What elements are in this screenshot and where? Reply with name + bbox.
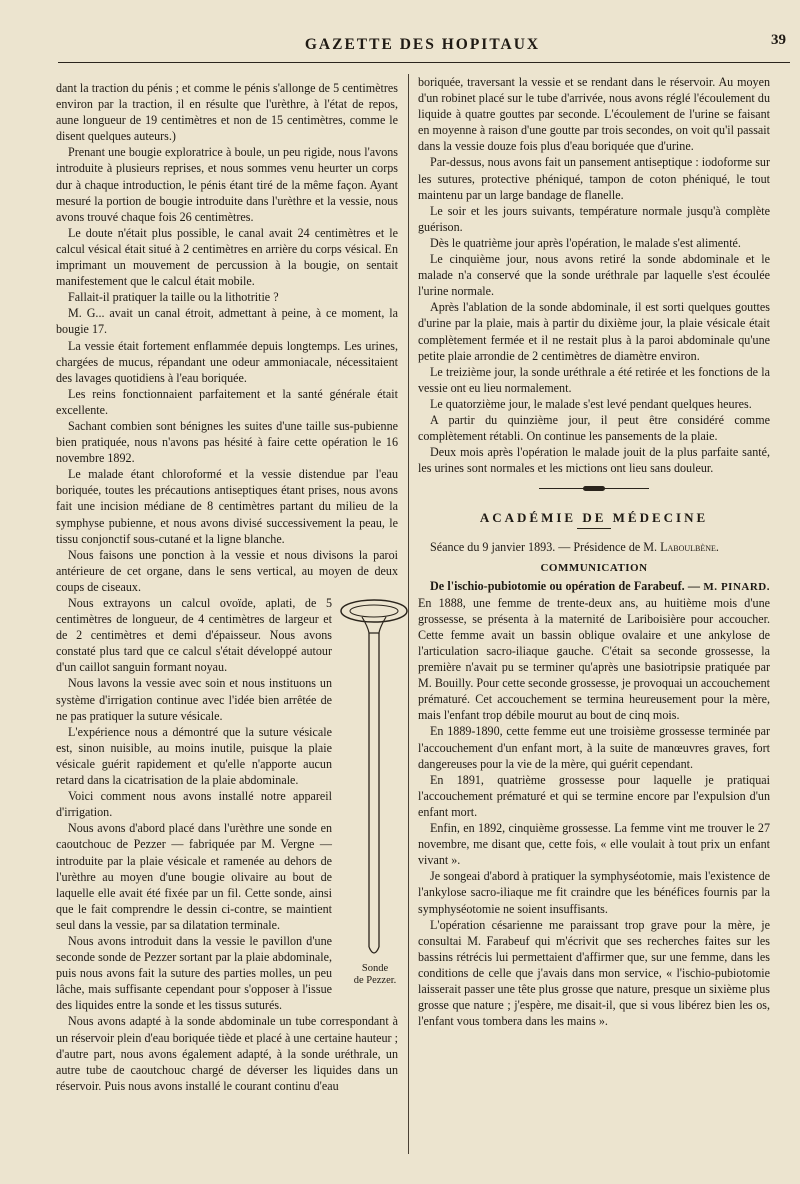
paragraph: Sachant combien sont bénignes les suites d'une taille sus-pubienne bien pratiquée, nous n'avons pas hésité à faire cette opération le 16 novembre 1892. [56,418,398,466]
catheter-illustration [338,597,410,967]
figure-caption [340,963,410,987]
paragraph: M. G... avait un canal étroit, admettant à peine, à ce moment, la bougie 17. [56,306,398,337]
paragraph: Le malade étant chloroformé et la vessie distendue par l'eau boriquée, toutes les précautions antiseptiques étant prises, nous avons fait une incision médiane de 8 centimètres partant du milieu de la symphyse pubienne, et nous avons divisé successivement la peau, le tissu conjonctif sous-cutané et la ligne blanche. [56,467,398,546]
paragraph: Enfin, en 1892, cinquième grossesse. La femme vint me trouver le 27 novembre, me disant que, cette fois, « elle voulait à tout prix un enfant vivant ». [418,821,770,868]
paragraph: Nous faisons une ponction à la vessie et nous divisons la paroi antérieure de cet organe, dans le sens vertical, au moyen de deux coups de ciseaux. [56,547,398,594]
header-rule [58,62,790,63]
paragraph: Le cinquième jour, nous avons retiré la sonde abdominale et le malade n'a conservé que la sonde uréthrale par laquelle s'est écoulée l'urine normale. [418,252,770,299]
right-column [418,74,770,1029]
session-president: Laboulbène. [660,540,719,555]
page-number: 39 [771,32,786,48]
paragraph: Le soir et les jours suivants, température normale jusqu'à complète guérison. [418,203,770,234]
paragraph: Dès le quatrième jour après l'opération, le malade s'est alimenté. [430,235,741,250]
paragraph: En 1889-1890, cette femme eut une troisième grossesse terminée par l'accouchement d'un enfant mort, à la suite de manœuvres graves, fort dangereuses pour la vie de la mère, qui guérit cependant. [418,724,770,771]
article-author: M. PINARD. [703,580,770,593]
section-underline [577,528,611,529]
left-column [56,80,398,1094]
figure-caption-line: de Pezzer. [353,975,397,986]
ornamental-divider [539,486,649,492]
paragraph: boriquée, traversant la vessie et se rendant dans le réservoir. Au moyen d'un robinet placé sur le tube d'arrivée, nous avons réglé l'écoulement du liquide à quatre gouttes par seconde. L'écoulement de l'urine se faisant en moyenne à raison d'une goutte par trois secondes, on voit qu'il passait dans la vessie douze fois plus d'eau boriquée que d'urine. [418,75,770,154]
paragraph: Les reins fonctionnaient parfaitement et la santé générale était excellente. [56,386,398,417]
paragraph: Je songeai d'abord à pratiquer la symphyséotomie, mais l'existence de l'ankylose sacro-iliaque me fit craindre que les bénéfices fournis par la symphyséotomie ne soient insuffisants. [418,869,770,916]
paragraph: Après l'ablation de la sonde abdominale, il est sorti quelques gouttes d'urine par la plaie, mais à partir du dixième jour, la plaie vésicale était complètement fermée et il ne restait plus à la paroi abdominale qu'une petite plaie arrondie de 2 centimètres de diamètre environ. [418,300,770,363]
paragraph: Le doute n'était plus possible, le canal avait 24 centimètres et le calcul vésical était situé à 2 centimètres en arrière du corps vésical. En imprimant un mouvement de percussion à la bougie, on sentait manifestement que le calcul était mobile. [56,225,398,289]
paragraph: Nous avons introduit dans la vessie le pavillon d'une seconde sonde de Pezzer sortant par la plaie abdominale, puis nous avons fait la suture des parties molles, un peu lâche, mais suffisante cependant pour s'opposer à l'issue des liquides entre la sonde et les tissus suturés. [56,933,332,1013]
paragraph: La vessie était fortement enflammée depuis longtemps. Les urines, chargées de mucus, répandant une odeur ammoniacale, nécessitaient des lavages quotidiens à l'eau boriquée. [56,338,398,385]
paragraph: L'expérience nous a démontré que la suture vésicale est, sinon nuisible, au moins inutile, puisque la plaie vésicale guérit rapidement et qu'elle n'apporte aucun retard dans la cicatrisation de la plaie abdominale. [56,724,332,788]
paragraph: L'opération césarienne me paraissant trop grave pour la mère, je consultai M. Farabeuf qui m'écrivit que ses recherches faites sur les bassins rétrécis lui permettaient d'affirmer que, sur une femme, dans les conditions de celle que j'avais dans mon service, « l'ischio-pubiotomie laisserait passer une tête plus grosse que nature, presque un sixième plus grosse que nature ; j'espère, me disait-il, que si vous libérez bien les os, l'enfant vous tombera dans les mains ». [418,917,770,1029]
paragraph: Nous avons adapté à la sonde abdominale un tube correspondant à un réservoir plein d'eau boriquée tiède et placé à une certaine hauteur ; d'autre part, nous avons également adapté, à la sonde uréthrale, un autre tube de caoutchouc chargé de déverser les liquides dans un réservoir. Puis nous avons installé le courant continu d'eau [56,1014,398,1093]
paragraph: Nous lavons la vessie avec soin et nous instituons un système d'irrigation continue avec l'idée bien arrêtée de ne pas pratiquer la suture vésicale. [56,676,332,723]
figure-caption-line: Sonde [361,963,389,974]
pezzer-catheter-figure [338,597,410,987]
session-prefix: Séance du 9 janvier 1893. — Présidence de M. [430,540,661,555]
paragraph: Prenant une bougie exploratrice à boule, un peu rigide, nous l'avons introduite à plusieurs reprises, et nous sommes venu heurter un corps dur à chaque introduction, le pénis étant tiré de la même façon. Ayant mesuré la portion de bougie introduite dans l'urèthre et la vessie, nous avons trouvé chaque fois 26 centimètres. [56,145,398,224]
paragraph: Deux mois après l'opération le malade jouit de la plus parfaite santé, les urines sont normales et les mictions ont lieu sans douleur. [418,445,770,476]
article-title-paragraph [418,578,770,724]
paragraph: Fallait-il pratiquer la taille ou la lithotritie ? [68,290,279,305]
paragraph: Nous avons d'abord placé dans l'urèthre une sonde en caoutchouc de Pezzer — fabriquée par M. Vergne — introduite par la plaie vésicale et ramenée au dehors de l'urèthre au moyen d'une bougie olivaire au bout de laquelle elle avait été fixée par un fil. Cette sonde, ainsi que le fait comprendre le dessin ci-contre, se maintient seul dans la vessie, par sa dilatation terminale. [56,821,332,932]
article-title: De l'ischio-pubiotomie ou opération de Farabeuf. — [430,578,701,593]
session-line [418,539,770,555]
paragraph: En 1891, quatrième grossesse pour laquelle je pratiquai l'accouchement prématuré et qui se termine encore par l'expulsion d'un enfant mort. [418,772,770,819]
paragraph: Nous extrayons un calcul ovoïde, aplati, de 5 centimètres de longueur, de 4 centimètres de largeur et de 2 centimètres et demi d'épaisseur. Nous avons constaté plus tard que ce calcul s'était développé autour d'un caillot sanguin formant noyau. [56,596,332,675]
journal-title: GAZETTE DES HOPITAUX [304,36,541,53]
paragraph: Voici comment nous avons installé notre appareil d'irrigation. [56,789,332,820]
paragraph: Le quatorzième jour, le malade s'est levé pendant quelques heures. [430,396,752,411]
paragraph: A partir du quinzième jour, il peut être considéré comme complètement rétabli. On continue les pansements de la plaie. [418,412,770,444]
article-text: En 1888, une femme de trente-deux ans, au huitième mois d'une grossesse, se présenta à la maternité de Lariboisière pour accoucher. Cette femme avait un bassin oblique ovalaire et une ankylose de l'articulation sacro-iliaque gauche. C'était sa seconde grossesse, la première n'avait pu se terminer qu'après une basiotripsie pratiquée par M. Bouilly. Pour cette seconde grossesse, je provoquai un accouchement prématuré. Cet accouchement se termina heureusement pour la mère, mais l'enfant trop débile mourut au bout de cinq mois. [418,595,770,723]
paragraph: dant la traction du pénis ; et comme le pénis s'allonge de 5 centimètres environ par la traction, il en résulte que l'urèthre, à l'état de repos, aune longueur de 19 centimètres et non de 15 centimètres, comme le disent quelques auteurs.) [56,81,398,144]
masthead [55,30,790,60]
communication-heading: COMMUNICATION [540,561,648,574]
paragraph: Le treizième jour, la sonde uréthrale a été retirée et les fonctions de la vessie ont eu lieu normalement. [418,364,770,395]
section-title: ACADÉMIE DE MÉDECINE [479,510,709,526]
paragraph: Par-dessus, nous avons fait un pansement antiseptique : iodoforme sur les sutures, protective phéniqué, tampon de coton phéniqué, le tout maintenu par un large bandage de flanelle. [418,155,770,202]
